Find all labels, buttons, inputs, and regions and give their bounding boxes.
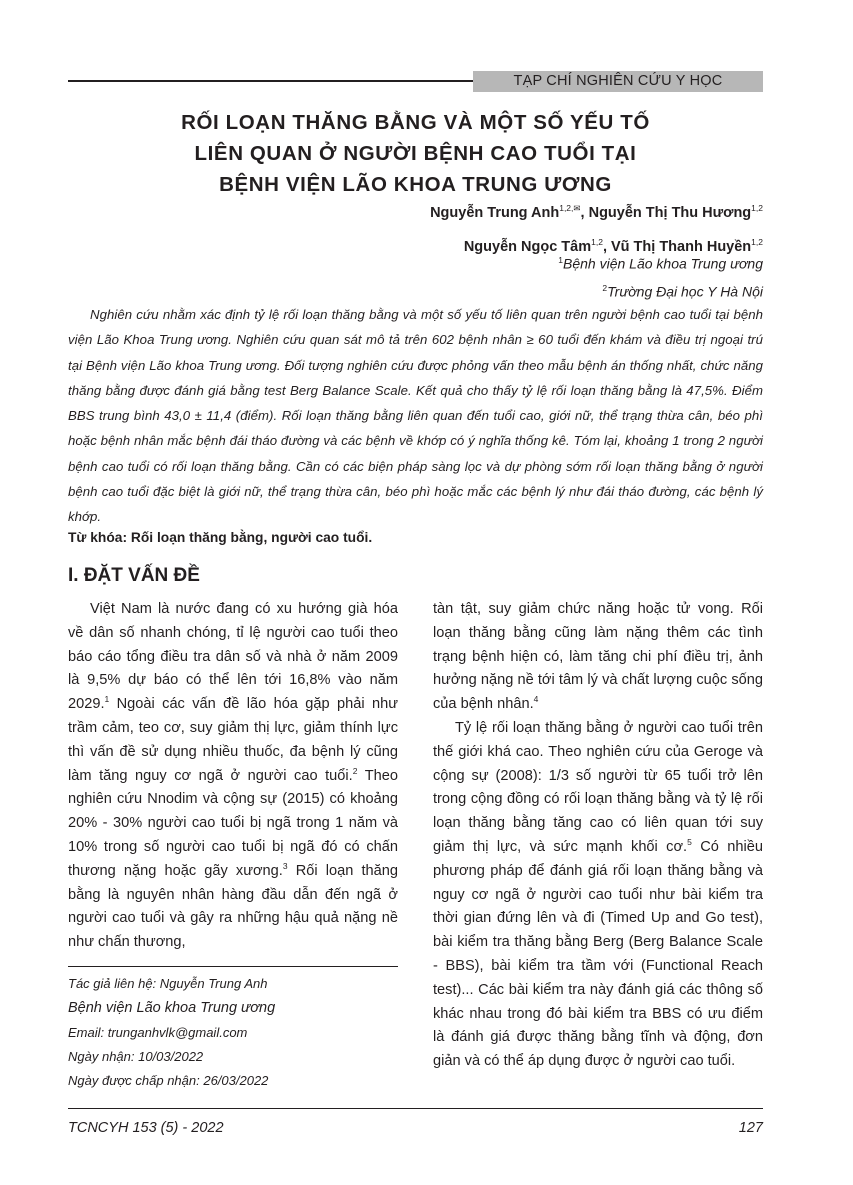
article-title <box>68 107 763 200</box>
received-date: Ngày nhận: 10/03/2022 <box>68 1049 204 1064</box>
citation-ref: 3 <box>282 860 288 871</box>
citation-ref: 2 <box>352 765 358 776</box>
body-text: Ngoài các vấn đề lão hóa gặp phải như trầm cảm, teo cơ, suy giảm thị lực, giảm thính lực thì vấn đề sử dụng nhiều thuốc, đa bệnh lý cũng làm tăng nguy cơ ngã ở người cao tuổi. <box>68 696 398 784</box>
body-text: Có nhiều phương pháp để đánh giá rối loạn thăng bằng và nguy cơ ngã ở người cao tuổi như bài kiểm tra thời gian đứng lên và đi (Timed Up and Go test), bài kiểm tra thăng bằng Berg (Berg Balance Scale - BBS), bài kiểm tra tầm với (Functional Reach test)... Các bài kiểm tra này đánh giá các thông số khác nhau trong đó bài kiểm tra BBS có ưu điểm là đánh giá được thăng bằng tĩnh và động, đơn giản và có thể áp dụng được ở người cao tuổi. <box>433 838 763 1070</box>
author-name: Nguyễn Ngọc Tâm <box>463 238 592 255</box>
title-line-3: BỆNH VIỆN LÃO KHOA TRUNG ƯƠNG <box>219 173 612 196</box>
author-name: Vũ Thị Thanh Huyền <box>611 238 752 255</box>
body-text: Việt Nam là nước đang có xu hướng già hóa về dân số nhanh chóng, tỉ lệ người cao tuổi theo báo cáo tổng điều tra dân số và nhà ở năm 2009 là 9,5% dự báo có thể lên tới 16,8% vào năm 2029. <box>68 601 398 713</box>
author-affil-sup: 1,2 <box>751 203 763 213</box>
footer-rule <box>68 1108 763 1109</box>
body-paragraph <box>433 717 763 1074</box>
left-column <box>68 598 398 955</box>
affiliation-text: Trường Đại học Y Hà Nội <box>607 283 763 300</box>
contact-info <box>68 972 398 1093</box>
body-text: Tỷ lệ rối loạn thăng bằng ở người cao tuổi trên thế giới khá cao. Theo nghiên cứu của Geroge và cộng sự (2008): 1/3 số người từ 65 tuổi trở lên trong cộng đồng có rối loạn thăng bằng và tỷ lệ rối loạn thăng bằng tăng cao có liên quan tới suy giảm thị lực, và sức mạnh khối cơ. <box>433 719 763 855</box>
contact-email: Email: trunganhvlk@gmail.com <box>68 1025 248 1040</box>
section-heading: I. ĐẶT VẤN ĐỀ <box>68 565 200 586</box>
affiliation-number: 2 <box>602 282 608 293</box>
affiliation-2 <box>558 276 763 304</box>
title-line-2: LIÊN QUAN Ở NGƯỜI BỆNH CAO TUỔI TẠI <box>194 142 637 165</box>
author-line-1 <box>430 194 763 228</box>
abstract: Nghiên cứu nhằm xác định tỷ lệ rối loạn thăng bằng và một số yếu tố liên quan trên người bệnh cao tuổi tại bệnh viện Lão Khoa Trung ương. Nghiên cứu quan sát mô tả trên 602 bệnh nhân ≥ 60 tuổi đến khám và điều trị ngoại trú tại Bệnh viện Lão khoa Trung ương. Đối tượng nghiên cứu được phỏng vấn theo mẫu bệnh án thống nhất, chức năng thăng bằng được đánh giá bằng test Berg Balance Scale. Kết quả cho thấy tỷ lệ rối loạn thăng bằng là 47,5%. Điểm BBS trung bình 43,0 ± 11,4 (điểm). Rối loạn thăng bằng liên quan đến tuổi cao, giới nữ, thể trạng thừa cân, béo phì hoặc bệnh nhân mắc bệnh đái tháo đường và các bệnh về khớp có ý nghĩa thống kê. Tóm lại, khoảng 1 trong 2 người bệnh cao tuổi có rối loạn thăng bằng. Cần có các biện pháp sàng lọc và dự phòng sớm rối loạn thăng bằng ở người bệnh cao tuổi đặc biệt là giới nữ, thể trạng thừa cân, béo phì hoặc mắc các bệnh lý như đái tháo đường, các bệnh lý khớp. <box>68 307 763 525</box>
citation-ref: 5 <box>687 837 692 848</box>
body-paragraph <box>433 598 763 717</box>
page-number: 127 <box>738 1120 763 1136</box>
body-text: Theo nghiên cứu Nnodim và cộng sự (2015) có khoảng 20% - 30% người cao tuổi bị ngã trong 1 năm và 10% trong số người cao tuổi bị ngã đó có chấn thương nặng hoặc gãy xương. <box>68 767 398 879</box>
author-affil-sup: 1,2,✉ <box>559 203 581 213</box>
affiliation-1 <box>558 248 763 276</box>
keywords: Từ khóa: Rối loạn thăng bằng, người cao tuổi. <box>68 530 373 545</box>
affiliation-number: 1 <box>558 255 563 265</box>
body-text: tàn tật, suy giảm chức năng hoặc tử vong. Rối loạn thăng bằng cũng làm nặng thêm các tình trạng bệnh hiện có, làm tăng chi phí điều trị, ảnh hưởng nặng nề tới tâm lý và chất lượng cuộc sống của bệnh nhân. <box>433 601 763 713</box>
header-rule <box>68 80 473 82</box>
right-column <box>433 598 763 1074</box>
footer-journal-issue: TCNCYH 153 (5) - 2022 <box>68 1120 224 1136</box>
affiliation-text: Bệnh viện Lão khoa Trung ương <box>563 255 763 272</box>
author-separator: , <box>602 238 611 255</box>
contact-divider <box>68 966 398 967</box>
accepted-date: Ngày được chấp nhận: 26/03/2022 <box>68 1073 269 1088</box>
author-name: Nguyễn Thị Thu Hương <box>588 204 752 221</box>
author-affil-sup: 1,2 <box>591 236 603 247</box>
contact-author: Tác giả liên hệ: Nguyễn Trung Anh <box>68 976 268 991</box>
title-line-1: RỐI LOẠN THĂNG BẰNG VÀ MỘT SỐ YẾU TỐ <box>181 111 650 134</box>
author-name: Nguyễn Trung Anh <box>430 204 560 221</box>
body-paragraph <box>68 598 398 955</box>
author-affil-sup: 1,2 <box>751 236 763 247</box>
citation-ref: 4 <box>533 694 539 705</box>
author-separator: , <box>580 204 589 221</box>
affiliations <box>558 248 763 303</box>
journal-name: TẠP CHÍ NGHIÊN CỨU Y HỌC <box>473 71 763 92</box>
contact-institution: Bệnh viện Lão khoa Trung ương <box>68 1000 276 1016</box>
body-text: Rối loạn thăng bằng là nguyên nhân hàng đầu dẫn đến ngã ở người cao tuổi và gây ra những hậu quả nặng nề như chấn thương, <box>68 862 398 951</box>
citation-ref: 1 <box>104 694 110 705</box>
